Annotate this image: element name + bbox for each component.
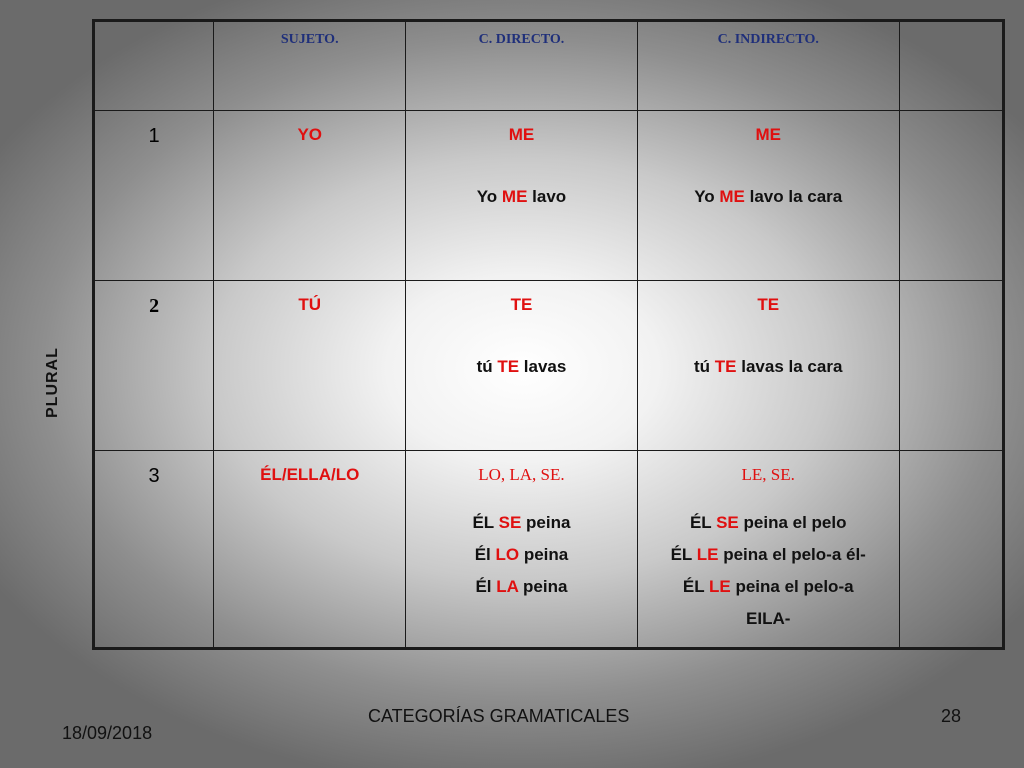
directo-example [406, 351, 636, 383]
example-text: ÉL [670, 545, 697, 564]
indirecto-example [638, 507, 899, 539]
example-text: Él [475, 577, 497, 596]
header-empty-cell [94, 21, 214, 111]
example-text: peina [521, 513, 571, 532]
example-text: lavo [527, 187, 567, 206]
indirecto-example [638, 571, 899, 603]
header-c-directo: C. DIRECTO. [406, 21, 637, 111]
empty-cell [899, 111, 1003, 281]
indirecto-pronoun: LE, SE. [741, 465, 795, 484]
directo-pronoun: TE [510, 295, 533, 314]
example-text: ÉL [682, 577, 710, 596]
example-text: Yo [476, 187, 502, 206]
example-pronoun: LE [696, 545, 719, 564]
example-text: tú [476, 357, 498, 376]
empty-cell [899, 451, 1003, 649]
sujeto-cell: YO [214, 111, 406, 281]
indirecto-example [638, 539, 899, 571]
pronoun-table [92, 19, 1005, 650]
row-number: 1 [94, 111, 214, 281]
slide-number: 28 [941, 706, 962, 726]
example-text: ÉL [472, 513, 499, 532]
indirecto-cell [637, 111, 899, 281]
indirecto-cell [637, 281, 899, 451]
row-number: 2 [94, 281, 214, 451]
directo-cell [406, 281, 637, 451]
example-text: peina [518, 577, 568, 596]
table-row [94, 451, 1004, 649]
directo-pronoun: LO, LA, SE. [478, 465, 565, 484]
example-pronoun: TE [714, 357, 737, 376]
footer-title: CATEGORÍAS GRAMATICALES [368, 706, 630, 726]
example-pronoun: TE [497, 357, 520, 376]
empty-cell [899, 281, 1003, 451]
directo-example [406, 181, 636, 213]
sujeto-cell: TÚ [214, 281, 406, 451]
example-text: peina el pelo-a [730, 577, 854, 596]
indirecto-pronoun: ME [755, 125, 781, 144]
header-c-indirecto: C. INDIRECTO. [637, 21, 899, 111]
table-row [94, 111, 1004, 281]
footer-date: 18/09/2018 [62, 723, 153, 743]
example-text: peina [519, 545, 569, 564]
indirecto-example [638, 181, 899, 213]
indirecto-pronoun: TE [757, 295, 780, 314]
example-text: lavo la cara [744, 187, 843, 206]
example-pronoun: ME [501, 187, 528, 206]
indirecto-cell [637, 451, 899, 649]
directo-example [406, 539, 636, 571]
indirecto-example: EILA- [746, 609, 791, 628]
example-text: lavas [519, 357, 567, 376]
example-pronoun: SE [716, 513, 739, 532]
example-text: Él [474, 545, 496, 564]
example-pronoun: ME [719, 187, 745, 206]
indirecto-example [638, 351, 899, 383]
example-text: lavas la cara [736, 357, 843, 376]
directo-cell [406, 111, 637, 281]
example-text: peina el pelo-a él- [718, 545, 866, 564]
table-header-row [94, 21, 1004, 111]
example-text: ÉL [689, 513, 717, 532]
sujeto-cell: ÉL/ELLA/LO [214, 451, 406, 649]
row-number: 3 [94, 451, 214, 649]
directo-pronoun: ME [508, 125, 535, 144]
directo-example [406, 507, 636, 539]
example-text: peina el pelo [738, 513, 847, 532]
example-pronoun: LA [496, 577, 519, 596]
plural-side-label: PLURAL [44, 347, 61, 418]
header-empty-cell [899, 21, 1003, 111]
example-text: Yo [694, 187, 720, 206]
example-pronoun: LO [495, 545, 520, 564]
example-text: tú [694, 357, 715, 376]
example-pronoun: SE [498, 513, 522, 532]
directo-cell [406, 451, 637, 649]
table-row [94, 281, 1004, 451]
header-sujeto: SUJETO. [214, 21, 406, 111]
example-pronoun: LE [709, 577, 731, 596]
directo-example [406, 571, 636, 603]
